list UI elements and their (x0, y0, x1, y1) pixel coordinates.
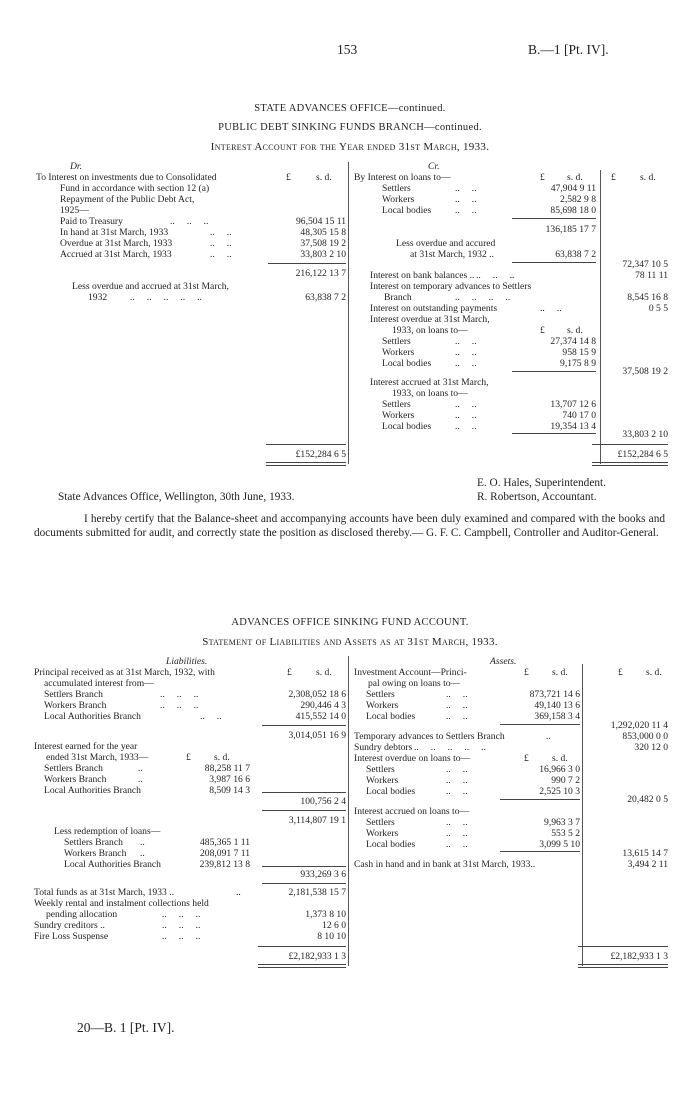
currency-header: £ (611, 172, 616, 183)
line-text: Local Authorities Branch (64, 859, 161, 870)
line-text: Settlers (382, 183, 411, 194)
line-text: Workers (382, 347, 415, 358)
line-text: By Interest on loans to— (354, 172, 451, 183)
line-text: Interest on temporary advances to Settlers (370, 281, 532, 292)
amount: 100,756 2 4 (300, 796, 346, 807)
line-text: Settlers (366, 764, 395, 775)
amount: 96,504 15 11 (295, 216, 346, 227)
line-text: Workers (382, 410, 415, 421)
currency-header: £ (286, 172, 291, 183)
audit-certificate: I hereby certify that the Balance-sheet and accompanying accounts have been duly examined and compared with the books and documents submitted for audit, and correctly state the position as disclosed thereby.— G. F. C. Campbell, Controller and Auditor-General. (34, 513, 665, 539)
line-text: Repayment of the Public Debt Act, (60, 194, 195, 205)
double-rule (578, 964, 668, 968)
line-text: Overdue at 31st March, 1933 (60, 238, 173, 249)
currency-header: £ (524, 667, 529, 678)
line-text: Workers Branch (44, 774, 107, 785)
amount: 27,374 14 8 (550, 336, 596, 347)
amount: 873,721 14 6 (529, 689, 580, 700)
line-text: Local Authorities Branch (44, 785, 141, 796)
total: £152,284 6 5 (295, 449, 346, 460)
amount: 2,525 10 3 (539, 786, 580, 797)
line-text: Workers (366, 700, 399, 711)
line-text: Sundry debtors (354, 742, 413, 753)
line-text: Interest on bank balances .. (370, 270, 475, 281)
amount: 9,175 8 9 (560, 358, 596, 369)
line-text: Branch (384, 292, 412, 303)
amount: 3,987 16 6 (209, 774, 250, 785)
currency-header: s. d. (640, 172, 656, 183)
line-text: ended 31st March, 1933— (46, 752, 149, 763)
line-text: Workers Branch (64, 848, 127, 859)
assets-label: Assets. (490, 656, 517, 667)
currency-header: s. d. (567, 172, 583, 183)
line-text: Principal received as at 31st March, 1932, with (34, 667, 215, 678)
line-text: Fund in accordance with section 12 (a) (60, 183, 210, 194)
currency-header: £ (540, 325, 545, 336)
series-reference: B.—1 [Pt. IV]. (528, 42, 609, 57)
line-text: Workers (366, 775, 399, 786)
amount: 2,181,538 15 7 (288, 887, 346, 898)
outer-column-divider (600, 170, 601, 464)
double-rule (258, 964, 346, 968)
currency-header: s. d. (567, 325, 583, 336)
line-text: 1925— (60, 205, 89, 216)
rule (500, 799, 580, 800)
rule (512, 371, 596, 372)
amount: 958 15 9 (562, 347, 596, 358)
amount: 3,494 2 11 (627, 859, 668, 870)
line-text: 1933, on loans to— (392, 325, 468, 336)
line-text: Temporary advances to Settlers Branch (354, 731, 505, 742)
place-date: State Advances Office, Wellington, 30th June, 1933. (58, 491, 295, 503)
currency-header: s. d. (646, 667, 662, 678)
double-rule (592, 462, 668, 466)
rule (500, 851, 580, 852)
subtotal: 136,185 17 7 (545, 224, 596, 235)
amount: 78 11 11 (635, 270, 668, 281)
line-text: Settlers Branch (44, 763, 103, 774)
statement-title: Statement of Liabilities and Assets as at 31st March, 1933. (202, 636, 498, 648)
amount: 20,482 0 5 (627, 794, 668, 805)
rule (268, 263, 346, 264)
amount: 415,552 14 0 (295, 711, 346, 722)
rule (512, 262, 596, 263)
line-text: Interest on outstanding payments (370, 303, 498, 314)
amount: 47,904 9 11 (550, 183, 596, 194)
dr-label: Dr. (70, 161, 82, 172)
signature-accountant: R. Robertson, Accountant. (477, 491, 597, 503)
line-text: Workers Branch (44, 700, 107, 711)
rule (578, 946, 668, 947)
line-text: Settlers Branch (44, 689, 103, 700)
line-text: Cash in hand and in bank at 31st March, 1933.. (354, 859, 536, 870)
amount: 8,509 14 3 (209, 785, 250, 796)
amount: 1,373 8 10 (305, 909, 346, 920)
currency-header: £ (524, 753, 529, 764)
currency-header: £ (186, 752, 191, 763)
center-divider (348, 162, 349, 464)
line-text: Fire Loss Suspense (34, 931, 109, 942)
office-heading: STATE ADVANCES OFFICE—continued. (254, 103, 446, 114)
total: £2,182,933 1 3 (288, 951, 346, 962)
amount: 485,365 1 11 (199, 837, 250, 848)
line-text: Interest overdue at 31st March, (370, 314, 490, 325)
amount: 33,803 2 10 (622, 429, 668, 440)
amount: 13,615 14 7 (622, 848, 668, 859)
amount: 9,963 3 7 (544, 817, 580, 828)
line-text: Less overdue and accrued at 31st March, (72, 281, 229, 292)
footer-signature: 20—B. 1 [Pt. IV]. (77, 1020, 175, 1035)
line-text: Settlers (366, 689, 395, 700)
line-text: Local bodies (382, 421, 432, 432)
line-text: pal owing on loans to— (368, 678, 461, 689)
amount: 853,000 0 0 (622, 731, 668, 742)
amount: 19,354 13 4 (550, 421, 596, 432)
liabilities-label: Liabilities. (166, 656, 208, 667)
amount: 239,812 13 8 (199, 859, 250, 870)
line-text: pending allocation (46, 909, 118, 920)
total: £152,284 6 5 (617, 449, 668, 460)
amount: 553 5 2 (551, 828, 580, 839)
line-text: In hand at 31st March, 1933 (60, 227, 169, 238)
amount: 208,091 7 11 (199, 848, 250, 859)
center-divider (348, 656, 349, 966)
line-text: Less overdue and accured (396, 238, 496, 249)
amount: 3,099 5 10 (539, 839, 580, 850)
amount: 0 5 5 (648, 303, 668, 314)
line-text: Workers (366, 828, 399, 839)
page-number: 153 (337, 42, 358, 57)
line-text: Sundry creditors .. (34, 920, 105, 931)
amount: 8 10 10 (317, 931, 346, 942)
rule (266, 444, 346, 445)
amount: 13,707 12 6 (550, 399, 596, 410)
line-text: Settlers (366, 817, 395, 828)
line-text: To Interest on investments due to Consolidated (36, 172, 217, 183)
line-text: Workers (382, 194, 415, 205)
line-text: Less redemption of loans— (54, 826, 161, 837)
cr-label: Cr. (428, 161, 440, 172)
line-text: Interest accrued at 31st March, (370, 377, 489, 388)
line-text: Accrued at 31st March, 1933 (60, 249, 172, 260)
currency-header: s. d. (214, 752, 230, 763)
rule (500, 724, 580, 725)
line-text: Local Authorities Branch (44, 711, 141, 722)
currency-header: £ (540, 172, 545, 183)
outer-column-divider (582, 664, 583, 966)
line-text: 1933, on loans to— (392, 388, 468, 399)
fund-title: ADVANCES OFFICE SINKING FUND ACCOUNT. (231, 617, 469, 628)
line-text: Paid to Treasury (60, 216, 123, 227)
rule (262, 810, 346, 811)
amount: 1,292,020 11 4 (610, 720, 668, 731)
line-text: Local bodies (366, 711, 416, 722)
rule (262, 792, 346, 793)
line-text: Interest overdue on loans to— (354, 753, 471, 764)
amount: 740 17 0 (562, 410, 596, 421)
subtotal: 3,014,051 16 9 (288, 730, 346, 741)
amount: 37,508 19 2 (622, 366, 668, 377)
amount: 49,140 13 6 (534, 700, 580, 711)
account-title: Interest Account for the Year ended 31st March, 1933. (210, 141, 490, 153)
amount: 2,308,052 18 6 (288, 689, 346, 700)
line-text: at 31st March, 1932 .. (410, 249, 494, 260)
line-text: Investment Account—Princi- (354, 667, 467, 678)
line-text: Local bodies (382, 205, 432, 216)
amount: 63,838 7 2 (555, 249, 596, 260)
double-rule (266, 462, 346, 466)
line-text: Weekly rental and instalment collections held (34, 898, 209, 909)
line-text: Local bodies (366, 786, 416, 797)
amount: 48,305 15 8 (300, 227, 346, 238)
currency-header: s. d. (316, 172, 332, 183)
amount: 320 12 0 (634, 742, 668, 753)
total: £2,182,933 1 3 (610, 951, 668, 962)
line-text: Settlers Branch (64, 837, 123, 848)
line-text: Settlers (382, 399, 411, 410)
rule (262, 725, 346, 726)
rule (592, 444, 668, 445)
subtotal: 3,114,807 19 1 (288, 815, 346, 826)
amount: 933,269 3 6 (300, 869, 346, 880)
amount: 2,582 9 8 (560, 194, 596, 205)
amount: 12 6 0 (322, 920, 346, 931)
amount: 8,545 16 8 (627, 292, 668, 303)
rule (512, 433, 596, 434)
currency-header: £ (618, 667, 623, 678)
rule (258, 946, 346, 947)
line-text: Interest accrued on loans to— (354, 806, 470, 817)
line-text: accumulated interest from— (44, 678, 154, 689)
rule (262, 883, 346, 884)
line-text: Settlers (382, 336, 411, 347)
signature-superintendent: E. O. Hales, Superintendent. (477, 477, 606, 489)
currency-header: s. d. (552, 753, 568, 764)
amount: 85,698 18 0 (550, 205, 596, 216)
amount: 37,508 19 2 (300, 238, 346, 249)
amount: 290,446 4 3 (300, 700, 346, 711)
rule (262, 866, 346, 867)
amount: 72,347 10 5 (622, 259, 668, 270)
currency-header: s. d. (552, 667, 568, 678)
branch-heading: PUBLIC DEBT SINKING FUNDS BRANCH—continued. (218, 122, 482, 133)
amount: 33,803 2 10 (300, 249, 346, 260)
amount: 88,258 11 7 (204, 763, 250, 774)
subtotal: 216,122 13 7 (295, 268, 346, 279)
line-text: Total funds as at 31st March, 1933 .. (34, 887, 175, 898)
amount: 990 7 2 (551, 775, 580, 786)
line-text: Local bodies (382, 358, 432, 369)
amount: 63,838 7 2 (305, 292, 346, 303)
currency-header: £ (287, 667, 292, 678)
line-text: Interest earned for the year (34, 741, 138, 752)
amount: 369,158 3 4 (534, 711, 580, 722)
rule (512, 218, 596, 219)
line-text: Local bodies (366, 839, 416, 850)
amount: 16,966 3 0 (539, 764, 580, 775)
currency-header: s. d. (316, 667, 332, 678)
line-text: 1932 (88, 292, 108, 303)
